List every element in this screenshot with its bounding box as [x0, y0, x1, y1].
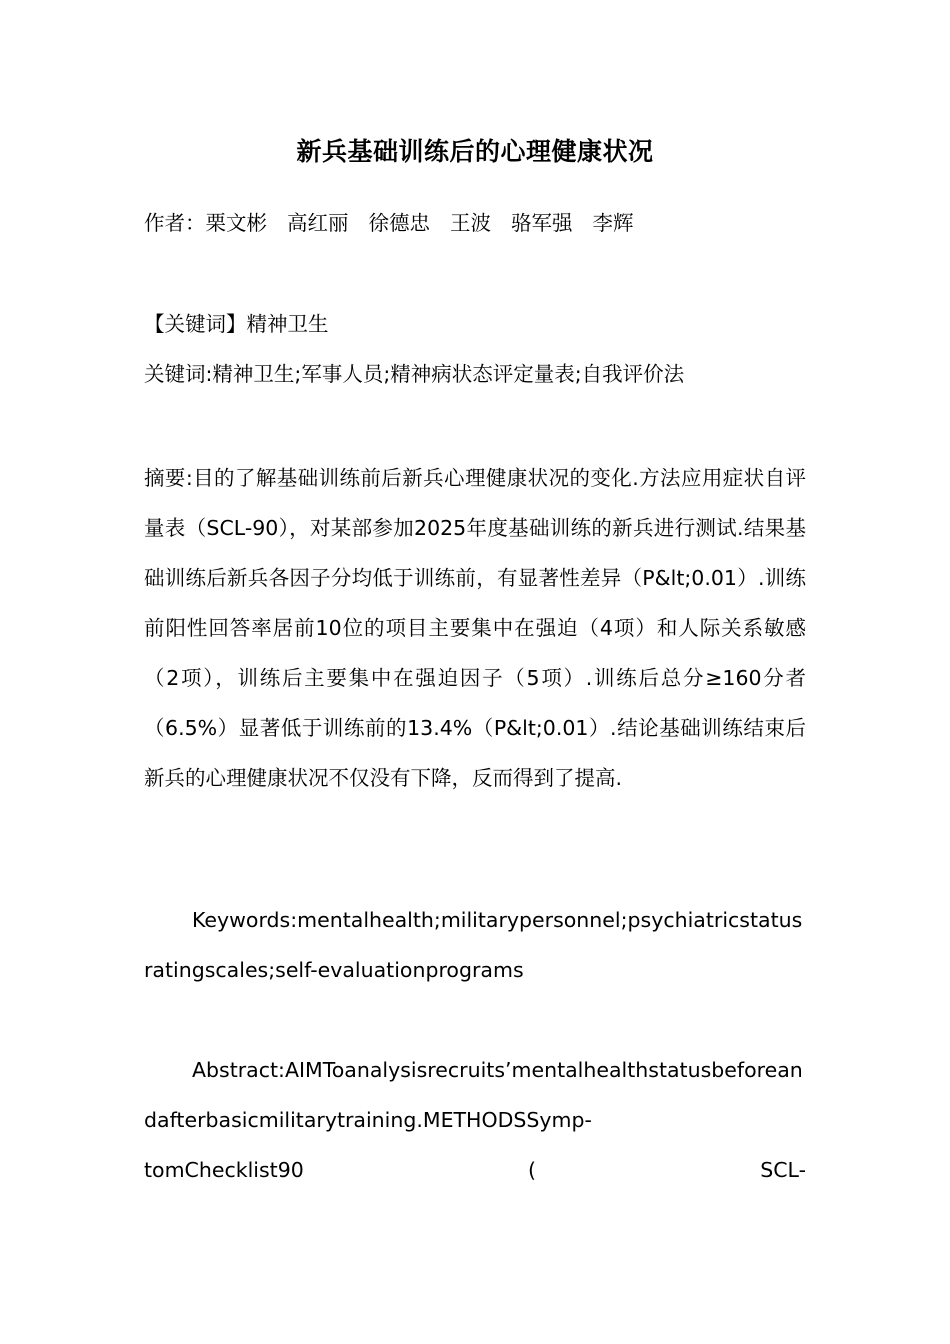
author-name: 徐德忠: [368, 211, 430, 235]
abstract-english-justified-line: [144, 1145, 806, 1195]
abstract-english-word: tomChecklist90: [144, 1158, 304, 1182]
abstract-chinese: 摘要:目的了解基础训练前后新兵心理健康状况的变化.方法应用症状自评量表（SCL-90），对某部参加2025年度基础训练的新兵进行测试.结果基础训练后新兵各因子分均低于训练前，有显著性差异（P&lt;0.01）.训练前阳性回答率居前10位的项目主要集中在强迫（4项）和人际关系敏感（2项），训练后主要集中在强迫因子（5项）.训练后总分≥160分者（6.5%）显著低于训练前的13.4%（P&lt;0.01）.结论基础训练结束后新兵的心理健康状况不仅没有下降，反而得到了提高.: [144, 466, 806, 790]
keyword-heading: 【关键词】精神卫生: [144, 312, 329, 336]
keywords-line: 关键词:精神卫生;军事人员;精神病状态评定量表;自我评价法: [144, 362, 685, 386]
abstract-english: Abstract:AIMToanalysisrecruits’mentalhealthstatusbeforeandafterbasicmilitarytraining.METHODSSymp-: [144, 1058, 803, 1132]
author-name: 骆军强: [511, 211, 573, 235]
author-name: 李辉: [592, 211, 634, 235]
author-name: 王波: [450, 211, 491, 235]
author-name: 高红丽: [287, 211, 349, 235]
document-title: 新兵基础训练后的心理健康状况: [296, 137, 654, 166]
abstract-english-word: SCL-: [760, 1158, 806, 1182]
abstract-english-word: (: [528, 1158, 536, 1182]
keywords-english: Keywords:mentalhealth;militarypersonnel;psychiatricstatusratingscales;self-evaluationprograms: [144, 908, 803, 982]
author-name: 栗文彬: [205, 211, 267, 235]
author-line: [144, 208, 806, 238]
authors-prefix: 作者：: [144, 211, 206, 235]
